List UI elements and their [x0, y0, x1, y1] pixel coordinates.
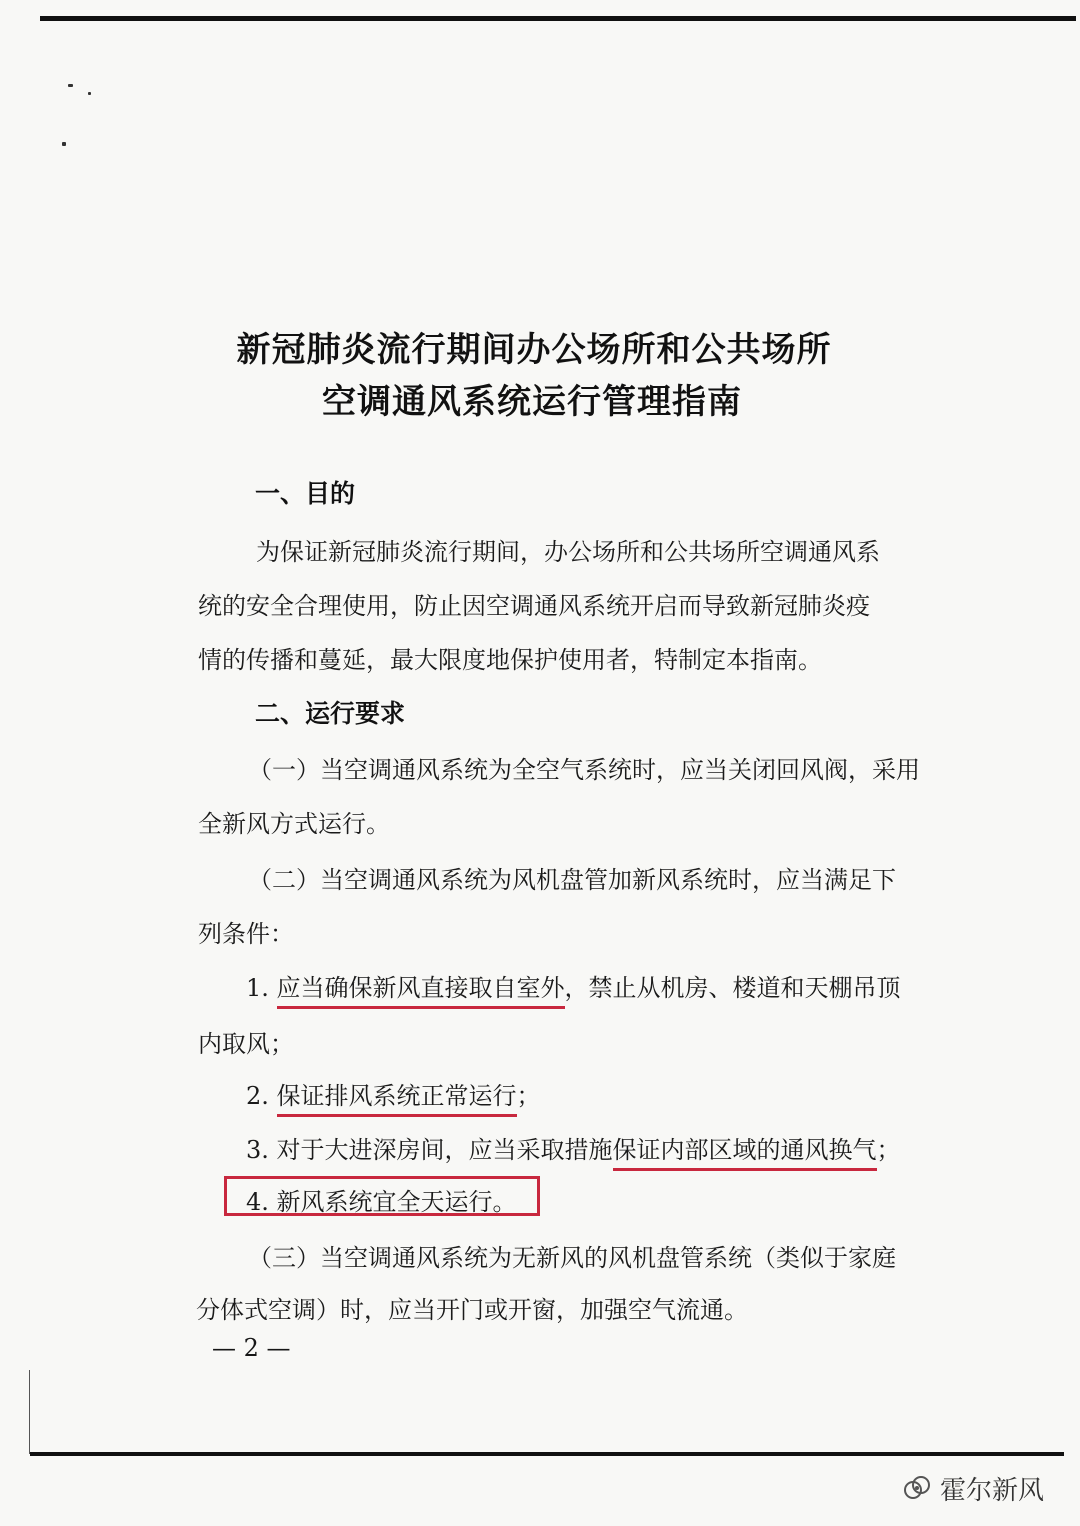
scan-edge [29, 1370, 30, 1454]
scan-speck [62, 142, 66, 146]
condition1-line1 [246, 968, 901, 1003]
section1-heading: 一、目的 [255, 479, 356, 508]
document-title-line1: 新冠肺炎流行期间办公场所和公共场所 [236, 330, 832, 370]
condition2-number: 2. [246, 1082, 269, 1110]
item2-line2: 列条件： [198, 920, 294, 948]
condition1-rest: ，禁止从机房、楼道和天棚吊顶 [564, 974, 901, 1002]
condition2-line [246, 1076, 541, 1111]
wechat-official-account-icon [902, 1474, 932, 1502]
top-rule [40, 16, 1076, 21]
condition4-line: 4. 新风系统宜全天运行。 [246, 1188, 517, 1216]
condition3-prefix: 3. 对于大进深房间，应当采取措施 [246, 1136, 613, 1164]
paragraph-line: 情的传播和蔓延，最大限度地保护使用者，特制定本指南。 [198, 646, 822, 674]
scan-speck [68, 84, 73, 87]
watermark [902, 1468, 1044, 1508]
bottom-rule [30, 1452, 1064, 1456]
item3-line1: （三）当空调通风系统为无新风的风机盘管系统（类似于家庭 [248, 1244, 896, 1272]
page-number: — 2 — [212, 1334, 291, 1362]
item3-line2: 分体式空调）时，应当开门或开窗，加强空气流通。 [196, 1296, 748, 1324]
condition1-number: 1. [246, 974, 269, 1002]
item1-line2: 全新风方式运行。 [198, 810, 390, 838]
watermark-text: 霍尔新风 [940, 1475, 1045, 1506]
paragraph-line: 为保证新冠肺炎流行期间，办公场所和公共场所空调通风系 [256, 538, 880, 566]
condition3-highlight: 保证内部区域的通风换气 [613, 1136, 877, 1171]
section2-heading: 二、运行要求 [255, 699, 406, 728]
condition1-highlight: 应当确保新风直接取自室外 [277, 974, 565, 1009]
document-title-line2: 空调通风系统运行管理指南 [322, 382, 742, 422]
condition3-line [246, 1130, 901, 1165]
paragraph-line: 统的安全合理使用，防止因空调通风系统开启而导致新冠肺炎疫 [198, 592, 870, 620]
scan-speck [88, 92, 91, 95]
condition2-rest: ； [516, 1082, 541, 1110]
item2-line1: （二）当空调通风系统为风机盘管加新风系统时，应当满足下 [248, 866, 896, 894]
condition3-rest: ； [876, 1136, 901, 1164]
item1-line1: （一）当空调通风系统为全空气系统时，应当关闭回风阀，采用 [248, 756, 920, 784]
condition1-line2: 内取风； [198, 1030, 294, 1058]
condition2-highlight: 保证排风系统正常运行 [277, 1082, 517, 1117]
